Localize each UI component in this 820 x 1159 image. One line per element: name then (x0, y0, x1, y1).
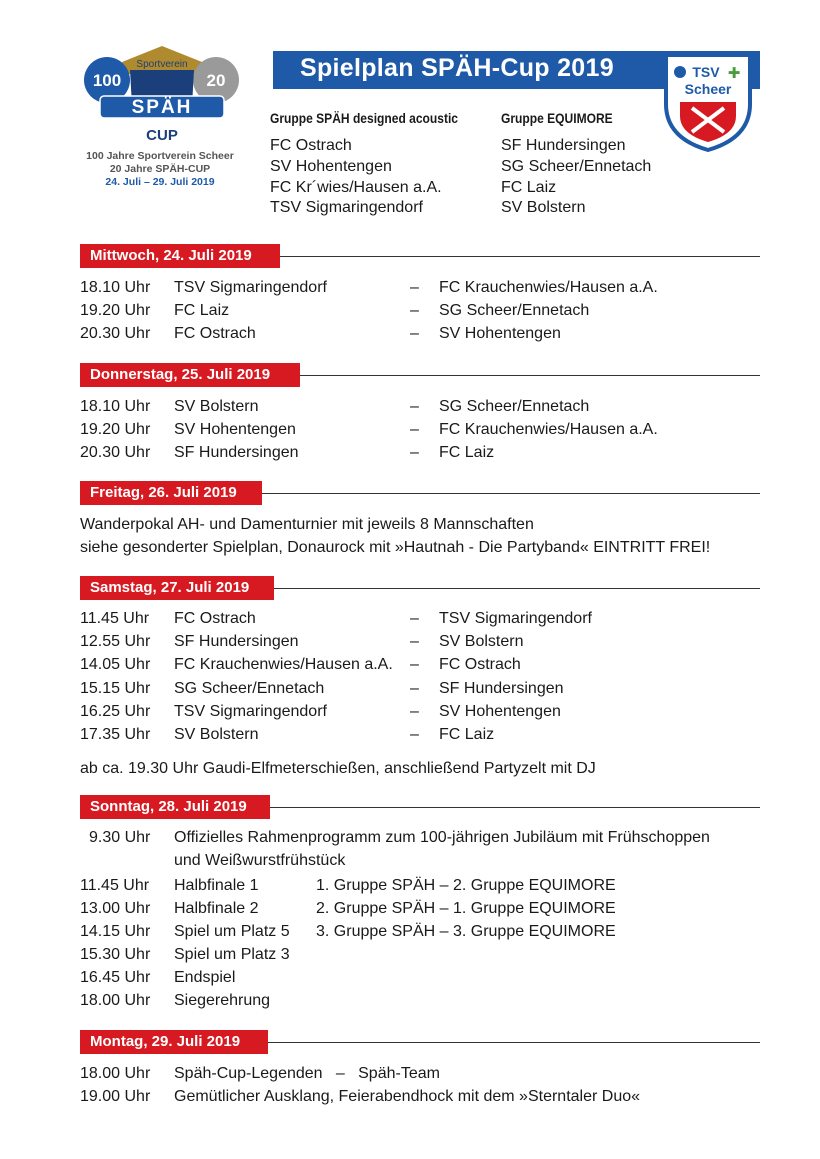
home-team: TSV Sigmaringendorf (174, 703, 327, 720)
versus-dash: – (410, 633, 419, 650)
away-team: FC Laiz (439, 444, 495, 461)
away-team: TSV Sigmaringendorf (439, 610, 592, 627)
spaeh-cup-emblem (80, 40, 240, 152)
versus-dash: – (410, 680, 419, 697)
versus-dash: – (410, 398, 419, 415)
versus-dash: – (410, 325, 419, 342)
versus-dash: – (410, 302, 419, 319)
away-team: SV Bolstern (439, 633, 524, 650)
match-time: 17.35 Uhr (80, 726, 151, 743)
logo-banner: Sportverein (136, 59, 188, 70)
event-description: Halbfinale 2 (174, 900, 259, 917)
match-time: 16.25 Uhr (80, 703, 151, 720)
versus-dash: – (410, 726, 419, 743)
logo-sub-brand: CUP (146, 127, 178, 144)
home-team: TSV Sigmaringendorf (174, 279, 327, 296)
event-time: 13.00 Uhr (80, 900, 151, 917)
event-pairing: 2. Gruppe SPÄH – 1. Gruppe EQUIMORE (316, 900, 616, 917)
section-divider (300, 375, 760, 376)
event-time: 15.30 Uhr (80, 946, 151, 963)
event-description: Späh-Cup-Legenden – Späh-Team (174, 1065, 440, 1082)
match-time: 19.20 Uhr (80, 421, 151, 438)
group-1-team: FC Kr´wies/Hausen a.A. (270, 179, 442, 196)
group-1-heading: Gruppe SPÄH designed acoustic (270, 110, 459, 126)
crest-line2: Scheer (684, 81, 732, 97)
section-divider (270, 807, 760, 808)
crest-icon (662, 52, 754, 152)
match-time: 15.15 Uhr (80, 680, 151, 697)
away-team: SV Hohentengen (439, 703, 561, 720)
group-1-team: SV Hohentengen (270, 158, 392, 175)
event-description: Offizielles Rahmenprogramm zum 100-jährigen Jubiläum mit Frühschoppen (174, 829, 710, 846)
logo-left-number: 100 (92, 71, 122, 90)
away-team: SV Hohentengen (439, 325, 561, 342)
friday-info-line: Wanderpokal AH- und Damenturnier mit jeweils 8 Mannschaften (80, 516, 534, 533)
versus-dash: – (410, 279, 419, 296)
event-time: 14.15 Uhr (80, 923, 151, 940)
match-time: 14.05 Uhr (80, 656, 151, 673)
day-heading-thursday: Donnerstag, 25. Juli 2019 (80, 363, 300, 387)
logo-caption-2: 20 Jahre SPÄH-CUP (109, 163, 211, 175)
tsv-scheer-crest (662, 52, 754, 152)
friday-info-line: siehe gesonderter Spielplan, Donaurock mit »Hautnah - Die Partyband« EINTRITT FREI! (80, 539, 711, 556)
crest-line1: TSV (692, 64, 720, 80)
match-time: 12.55 Uhr (80, 633, 151, 650)
group-1-team: FC Ostrach (270, 137, 352, 154)
home-team: SV Bolstern (174, 398, 259, 415)
group-1-team: TSV Sigmaringendorf (270, 199, 423, 216)
home-team: SV Bolstern (174, 726, 259, 743)
event-time: 18.00 Uhr (80, 992, 151, 1009)
home-team: FC Laiz (174, 302, 230, 319)
versus-dash: – (410, 421, 419, 438)
event-description: Siegerehrung (174, 992, 271, 1009)
event-description: und Weißwurstfrühstück (174, 852, 346, 869)
match-time: 19.20 Uhr (80, 302, 151, 319)
group-2-team: SG Scheer/Ennetach (501, 158, 652, 175)
event-logo (80, 40, 240, 190)
event-description: Spiel um Platz 5 (174, 923, 290, 940)
home-team: SF Hundersingen (174, 444, 299, 461)
event-pairing: 3. Gruppe SPÄH – 3. Gruppe EQUIMORE (316, 923, 616, 940)
event-description: Spiel um Platz 3 (174, 946, 290, 963)
match-time: 20.30 Uhr (80, 444, 151, 461)
logo-caption-3: 24. Juli – 29. Juli 2019 (105, 176, 215, 188)
event-time: 11.45 Uhr (80, 877, 150, 894)
match-time: 20.30 Uhr (80, 325, 151, 342)
event-time: 18.00 Uhr (80, 1065, 151, 1082)
versus-dash: – (410, 610, 419, 627)
group-2-team: SV Bolstern (501, 199, 586, 216)
away-team: FC Krauchenwies/Hausen a.A. (439, 421, 658, 438)
away-team: SG Scheer/Ennetach (439, 398, 590, 415)
ball-icon (674, 66, 686, 78)
home-team: FC Ostrach (174, 610, 256, 627)
group-2-team: SF Hundersingen (501, 137, 626, 154)
home-team: FC Krauchenwies/Hausen a.A. (174, 656, 393, 673)
event-description: Gemütlicher Ausklang, Feierabendhock mit dem »Sterntaler Duo« (174, 1088, 641, 1105)
match-time: 18.10 Uhr (80, 279, 151, 296)
home-team: SG Scheer/Ennetach (174, 680, 325, 697)
away-team: FC Krauchenwies/Hausen a.A. (439, 279, 658, 296)
section-divider (274, 588, 760, 589)
logo-caption-1: 100 Jahre Sportverein Scheer (86, 150, 234, 162)
match-time: 18.10 Uhr (80, 398, 151, 415)
away-team: FC Ostrach (439, 656, 521, 673)
event-time: 16.45 Uhr (80, 969, 151, 986)
logo-right-number: 20 (206, 71, 226, 90)
day-heading-sunday: Sonntag, 28. Juli 2019 (80, 795, 270, 819)
page-title: Spielplan SPÄH-Cup 2019 (300, 54, 614, 82)
section-divider (268, 1042, 760, 1043)
event-time: 9.30 Uhr (89, 829, 151, 846)
versus-dash: – (410, 656, 419, 673)
section-divider (280, 256, 760, 257)
saturday-note: ab ca. 19.30 Uhr Gaudi-Elfmeterschießen, anschließend Partyzelt mit DJ (80, 760, 596, 777)
section-divider (262, 493, 760, 494)
home-team: SV Hohentengen (174, 421, 296, 438)
away-team: SF Hundersingen (439, 680, 564, 697)
versus-dash: – (410, 444, 419, 461)
group-2-team: FC Laiz (501, 179, 557, 196)
event-pairing: 1. Gruppe SPÄH – 2. Gruppe EQUIMORE (316, 877, 616, 894)
match-time: 11.45 Uhr (80, 610, 150, 627)
versus-dash: – (410, 703, 419, 720)
day-heading-wednesday: Mittwoch, 24. Juli 2019 (80, 244, 280, 268)
away-team: SG Scheer/Ennetach (439, 302, 590, 319)
event-description: Halbfinale 1 (174, 877, 259, 894)
day-heading-monday: Montag, 29. Juli 2019 (80, 1030, 268, 1054)
event-description: Endspiel (174, 969, 236, 986)
cross-icon: ✚ (727, 64, 741, 82)
logo-brand: SPÄH (131, 97, 193, 118)
home-team: FC Ostrach (174, 325, 256, 342)
home-team: SF Hundersingen (174, 633, 299, 650)
event-time: 19.00 Uhr (80, 1088, 151, 1105)
away-team: FC Laiz (439, 726, 495, 743)
day-heading-friday: Freitag, 26. Juli 2019 (80, 481, 262, 505)
day-heading-saturday: Samstag, 27. Juli 2019 (80, 576, 274, 600)
group-2-heading: Gruppe EQUIMORE (501, 110, 613, 126)
